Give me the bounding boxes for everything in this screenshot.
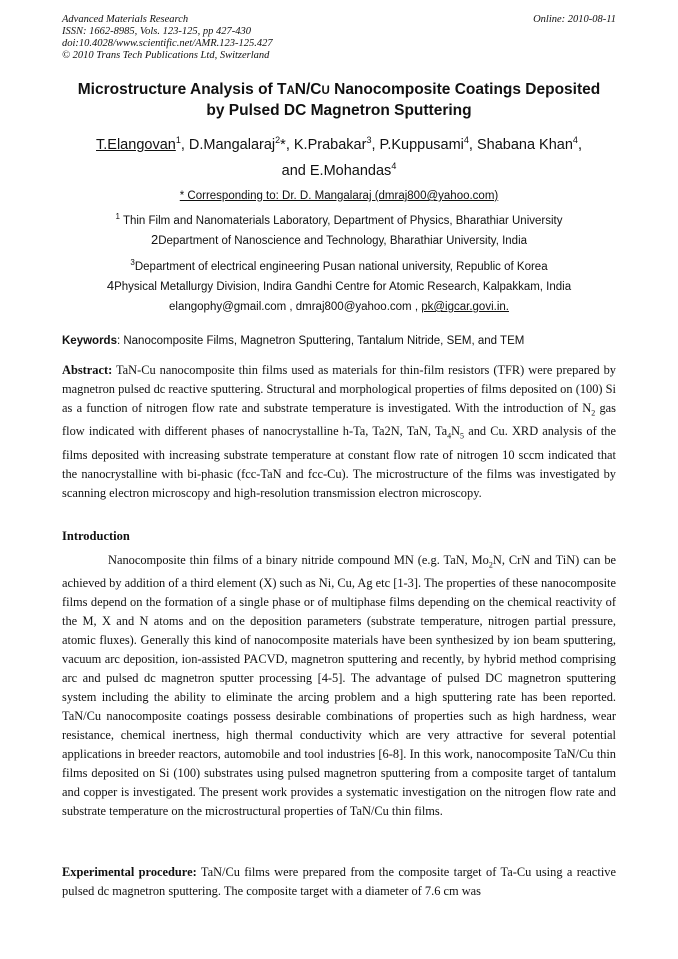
email-link[interactable]: pk@igcar.govi.in.	[421, 301, 509, 313]
introduction-heading: Introduction	[62, 529, 130, 543]
paper-title	[40, 80, 638, 121]
title-line-2: by Pulsed DC Magnetron Sputtering	[206, 102, 472, 119]
corresponding-author[interactable]: * Corresponding to: Dr. D. Mangalaraj (dmraj800@yahoo.com)	[179, 190, 499, 202]
title-line-1: Microstructure Analysis of TAN/CU Nanocomposite Coatings Deposited	[77, 81, 601, 98]
author-khan: Shabana Khan	[476, 136, 573, 153]
experimental-procedure: Experimental procedure: TaN/Cu films were prepared from the composite target of Ta-Cu using a reactive pulsed dc magnetron sputtering. The composite target with a diameter of 7.6 cm was	[62, 865, 616, 898]
keywords: Keywords: Nanocomposite Films, Magnetron Sputtering, Tantalum Nitride, SEM, and TEM	[62, 335, 525, 347]
introduction-body: Nanocomposite thin films of a binary nitride compound MN (e.g. TaN, $Mo_2N$, CrN and TiN) can be achieved by addition of a third element (X) such as Ni, Cu, Ag etc [1-3]. The properties of these nanocomposite films depend on the formation of a single phase or of multiphase films depending on the chemical reactivity of the M, X and N atoms and on the deposition parameters (substrate temperature, nitrogen partial pressure, atomic fluxes). Generally this kind of nanocomposite materials have been synthesized by ion beam sputtering, vacuum arc deposition, ion-assisted PACVD, magnetron sputtering and recently, by hybrid method comprising arc and pulsed dc magnetron sputter processing [4-5]. The advantage of pulsed DC magnetron sputtering system including the ability to eliminate the arcing problem and a high sputtering rate has been reported. TaN/Cu nanocomposite coatings possess desirable combinations of properties such as high hardness, wear resistance, chemical inertness, high thermal conductivity which are very attractive for several potential applications in breeder reactors, automobile and tool industries [6-8]. In this work, nanocomposite TaN/Cu thin films deposited on Si (100) substrates using pulsed magnetron sputtering from a composite target of tantalum and copper is investigated. The present work provides a systematic investigation on the nitrogen flow rate and substrate temperature on the microstructural properties of TaN/Cu thin films.	[62, 553, 617, 819]
affiliation-4: 4Physical Metallurgy Division, Indira Gandhi Centre for Atomic Research, Kalpakkam, India	[106, 278, 572, 293]
author-prabakar: K.Prabakar	[293, 136, 367, 153]
doi: doi:10.4028/www.scientific.net/AMR.123-125.427	[62, 38, 273, 49]
affiliation-2: 2Department of Nanoscience and Technology, Bharathiar University, India	[150, 232, 528, 247]
copyright: © 2010 Trans Tech Publications Ltd, Switzerland	[62, 50, 270, 61]
abstract: Abstract: TaN-Cu nanocomposite thin films used as materials for thin-film resistors (TFR) were prepared by magnetron pulsed dc reactive sputtering. Structural and morphological properties of films deposited on (100) Si as a function of nitrogen flow rate and substrate temperature is investigated. With the introduction of $N_2$ gas flow indicated with different phases of nanocrystalline h-Ta, Ta2N, TaN, $Ta_4N_5$ and Cu. XRD analysis of the films deposited with increasing substrate temperature at constant flow rate of nitrogen 10 sccm indicated that the nanocrystalline with bi-phasic (fcc-TaN and fcc-Cu). The microstructure of the films was investigated by scanning electron microscopy and high-resolution transmission electron microscopy.	[62, 363, 616, 500]
affiliation-1: $^1$ Thin Film and Nanomaterials Laboratory, Department of Physics, Bharathiar University	[115, 212, 563, 227]
author-mangalaraj: D.Mangalaraj	[188, 136, 276, 153]
author-kuppusami: P.Kuppusami	[379, 136, 464, 153]
author-list	[40, 130, 638, 182]
author-line-2: and E.Mohandas$^4$	[281, 160, 397, 179]
journal-name: Advanced Materials Research	[62, 14, 189, 25]
issn: ISSN: 1662-8985, Vols. 123-125, pp 427-430	[62, 26, 251, 37]
author-emails: elangophy@gmail.com , dmraj800@yahoo.com , pk@igcar.govi.in.	[169, 301, 509, 313]
author-line-1: T.Elangovan$^1$, D.Mangalaraj$^2$*, K.Prabakar$^3$, P.Kuppusami$^4$, Shabana Khan$^4$,	[96, 135, 582, 153]
affiliation-3: $^3$Department of electrical engineering Pusan national university, Republic of Korea	[130, 258, 548, 273]
journal-header	[62, 14, 273, 62]
online-date: Online: 2010-08-11	[533, 14, 616, 25]
author-elangovan: T.Elangovan	[96, 136, 176, 153]
author-mohandas: E.Mohandas	[309, 162, 392, 179]
